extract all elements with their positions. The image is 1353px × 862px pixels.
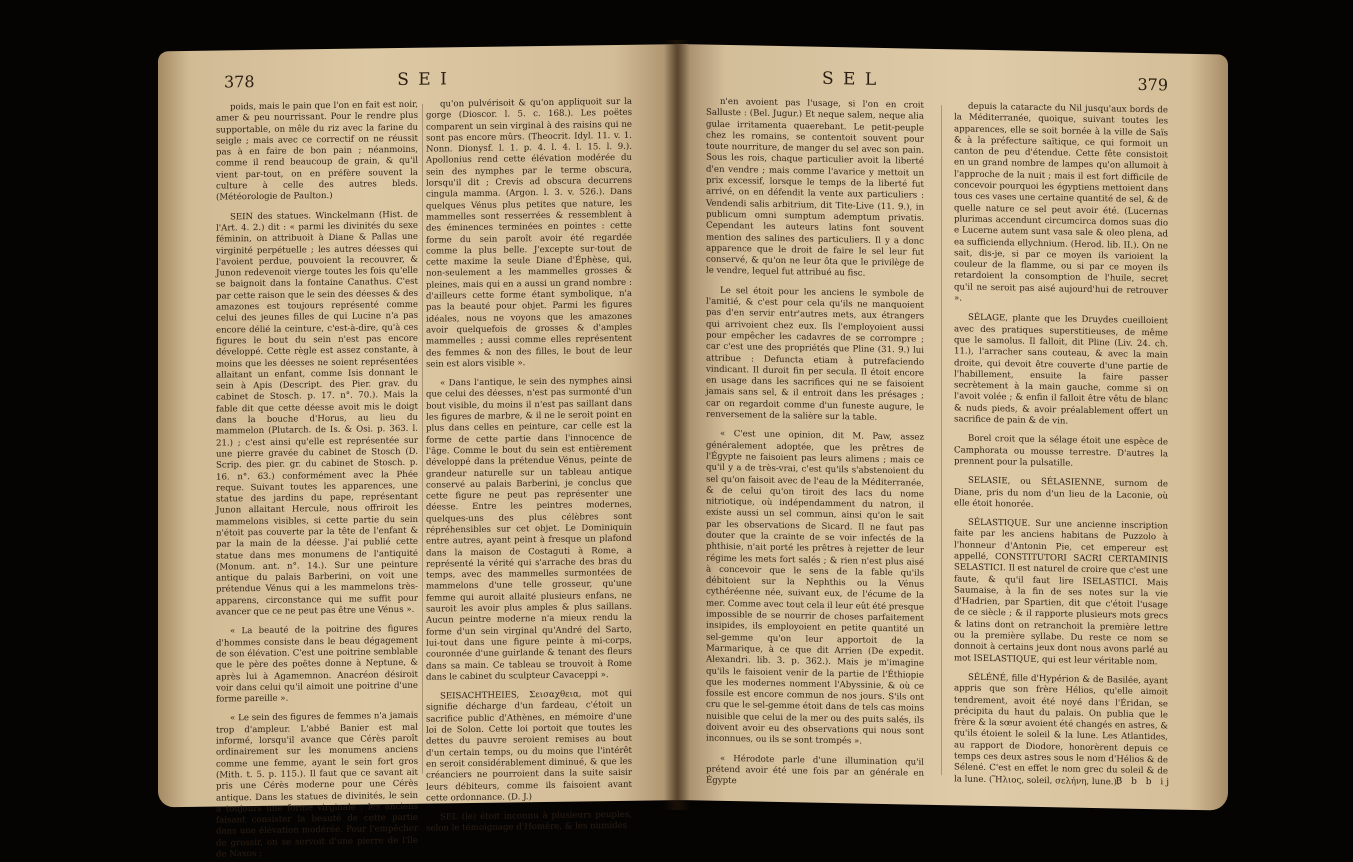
right-running-title: S E L [822,68,879,90]
right-column-rule [941,105,942,775]
paragraph: « Le sein des figures de femmes n'a jamais trop d'ampleur. L'abbé Banier est mal informé, lorsqu'il avance que Cérès paroît ordinairement sur les monumens anciens comme une femme, ayant le sein fort gros (Mith. t. 5. p. 115.). Il faut que ce savant ait pris une Cérès moderne pour une Cérès antique. Dans les statues de divinités, le sein a toujours une forme virginale ; les anciens faisant consister la beauté de cette partie dans une élévation modérée. Pour l'empêcher de grossir, on se servoit d'une pierre de l'île de Naxos ; [216,711,418,860]
right-running-head [676,66,1228,101]
paragraph: « Dans l'antique, le sein des nymphes ainsi que celui des déesses, n'est pas surmonté d'un bout visible, du moins il n'est pas saillant dans les figures de marbre, & il ne le seroit point en plus dans celles en peinture, car celle est la forme de cette partie dans l'innocence de l'âge. Comme le bout du sein est entièrement développé dans la prétendue Vénus, peinte de grandeur naturelle sur un tableau antique conservé au palais Barberini, je conclus que cette figure ne peut pas représenter une déesse. Entre les peintres modernes, quelques-uns des plus célèbres sont répréhensibles sur cet objet. Le Dominiquin entre autres, ayant peint à fresque un plafond dans la maison de Costaguti à Rome, a représenté la vérité qui s'arrache des bras du temps, avec des mammelles surmontées de mammelons d'une telle grosseur, qu'une femme qui auroit allaité plusieurs enfans, ne sauroit les avoir plus amples & plus saillans. Aucun peintre moderne n'a mieux rendu la forme d'un sein virginal qu'André del Sarto, lui-tout dans une figure peinte à mi-corps, couronnée d'une guirlande & tenant des fleurs dans sa main. Ce tableau se trouvoit à Rome dans le cabinet du sculpteur Cavaceppi ». [426,375,632,683]
paragraph: SÉLÉNÉ, fille d'Hypérion & de Basilée, ayant appris que son frère Hélios, qu'elle aimoit tendrement, avoit été noyé dans l'Éridan, se précipita du haut du palais. On publia que le frère & la sœur avoient été changés en astres, & qu'ils étoient le soleil & la lune. Les Atlantides, au rapport de Diodore, honorèrent depuis ce temps ces deux astres sous le nom d'Hélios & de Sélené. C'est en effet le nom grec du soleil & de la lune. (Ἥλιος, soleil, σελήνη, lune.). [954,672,1168,788]
signature-mark: B b b ij [1115,776,1172,788]
right-column-2 [954,101,1168,788]
paragraph: SEISACHTHEIES, Σεισαχθεια, mot qui signifie décharge d'un fardeau, c'étoit un sacrifice public d'Athènes, en mémoire d'une loi de Solon. Cette loi portoit que toutes les dettes du pauvre seroient remises au bout d'un certain temps, ou du moins que l'intérêt en seroit considérablement diminué, & que les créanciers ne pourroient dans la suite saisir leurs débiteurs, comme ils faisoient avant cette ordonnance. (D. J.) [426,688,632,804]
left-column-2 [426,96,632,835]
right-column-1 [706,96,925,787]
paragraph: n'en avoient pas l'usage, si l'on en croit Salluste : (Bel. Jugur.) Et neque salem, neque alia gulae irritamenta quaerebant. Le petit-peuple chez les romains, se contentoit souvent pour toute nourriture, de manger du sel avec son pain. Sous les rois, chaque particulier avoit la liberté d'en vendre ; mais comme l'avarice y mettoit un prix excessif, lorsque le temps de la liberté fut arrivé, on en défendit la vente aux particuliers : Vendendi salis arbitrium, dit Tite-Live (11. 9.), in publicum omni sumptum ademptum privatis. Cependant les auteurs latins font souvent mention des salines des particuliers. Il y a donc apparence que le droit de faire le sel leur fut conservé, & qu'on ne leur ôta que le privilège de le vendre, lequel fut attribué au fisc. [706,96,924,280]
right-page [676,44,1228,811]
left-running-head [158,66,688,97]
paragraph: depuis la cataracte du Nil jusqu'aux bords de la Méditerranée, quoique, suivant toutes les apparences, elle se soit bornée à la ville de Saïs & à la préfecture saïtique, ce qui formoit un canton de peu d'étendue. Cette fête consistoit en un grand nombre de lampes qu'on allumoit à l'approche de la nuit ; mais il est fort difficile de concevoir pourquoi les égyptiens mettoient dans tous ces vases une certaine quantité de sel, & de quelle nature ce sel peut avoir été. (Lucernas plurimas accendunt circumcirca domos suas dio e Lucerne autem sunt vasa sale & oleo plena, ad ea sufficienda ellychnium. (Herod. lib. II.). On ne sait, dis-je, si par ce moyen ils varioient la couleur de la flamme, ou si par ce moyen ils retardoient la consomption de l'huile, secret qu'il ne seroit pas aisé aujourd'hui de retrouver ». [954,101,1168,304]
paragraph: poids, mais le pain que l'on en fait est noir, amer & peu nourrissant. Pour le rendre plus supportable, on mêle du riz avec la farine du seigle ; mais avec ce correctif on ne réussit pas à en faire de bon pain ; néanmoins, comme il rend beaucoup de grain, & qu'il vient par-tout, on en préfère souvent la culture à celle des autres bleds. (Météorologie de Paulton.) [216,99,418,203]
left-column-1 [216,99,418,860]
paragraph: « La beauté de la poitrine des figures d'hommes consiste dans le beau dégagement de son élévation. C'est une poitrine semblable que le père des poëtes donne à Neptune, & après lui à Agamemnon. Anacréon désiroit voir dans celui qu'il aimoit une poitrine d'une forme pareille ». [216,624,418,705]
right-page-number: 379 [1137,74,1168,95]
left-page-number: 378 [224,72,255,92]
paragraph: Le sel étoit pour les anciens le symbole de l'amitié, & c'est pour cela qu'ils ne manquoient pas d'en servir entr'autres mets, aux étrangers qui arrivoient chez eux. Ils l'employoient aussi pour empêcher les cadavres de se corrompre ; car c'est une des propriétés que Pline (31. 9.) lui attribue : Defuncta etiam à putrefaciendo vindicant. Il duroit fin per secula. Il étoit encore en usage dans les sacrifices qui ne se faisoient jamais sans sel, & il entroit dans les présages ; car on regardoit comme d'un funeste augure, le renversement de la salière sur la table. [706,285,924,423]
paragraph: Borel croit que la sélage étoit une espèce de Camphorata ou mousse terrestre. D'autres la prennent pour la pulsatille. [954,433,1168,469]
left-running-title: S E I [397,69,449,91]
paragraph: qu'on pulvérisoit & qu'on appliquoit sur la gorge (Dioscor. l. 5. c. 168.). Les poëtes comparent un sein virginal à des raisins qui ne sont pas encore mûrs. (Theocrit. Idyl. 11. v. 1. Nonn. Dionysf. l. 1. p. 4. l. 4. l. 15. l. 9.). Apollonius rend cette élévation modérée du sein des nymphes par le terme obscura, lorsqu'il dit ; Crevis ad obscura decurrens cingula mamma. (Argon. l. 3. v. 526.). Dans quelques Vénus plus petites que nature, les mammelles sont resserrées & ressemblent à des éminences terminées en pointes : cette forme du sein paroît avoir été regardée comme la plus belle. J'excepte sur-tout de cette maxime la seule Diane d'Éphèse, qui, non-seulement a les mammelles grosses & pleines, mais qui en a aussi un grand nombre : d'ailleurs cette forme étant symbolique, n'a pas la beauté pour objet. Parmi les figures idéales, nous ne voyons que les amazones avoir quelquefois de grosses & d'amples mammelles ; aussi comme elles représentent des femmes & non des filles, le bout de leur sein est alors visible ». [426,96,632,370]
paragraph: SEIN des statues. Winckelmann (Hist. de l'Art. 4. 2.) dit : « parmi les divinités du sexe féminin, on attribuoit à Diane & Pallas une virginité perpétuelle ; les autres déesses qui l'avoient perdue, pouvoient la recouvrer, & Junon redevenoit vierge toutes les fois qu'elle se baignoit dans la fontaine Canathus. C'est par cette raison que le sein des déesses & des amazones est toujours représenté comme celui des jeunes filles de qui Lucine n'a pas encore délié la ceinture, c'est-à-dire, qu'à ces figures le bout du sein n'est pas encore développé. Cette règle est assez constante, à moins que les déesses ne soient représentées allaitant un enfant, comme Isis donnant le sein à Apis (Descript. des Pier. grav. du cabinet de Stosch. p. 17. n°. 70.). Mais la fable dit que cette déesse avoit mis le doigt dans la bouche d'Horus, au lieu du mammelon (Plutarch. de Is. & Osi. p. 363. l. 21.) ; c'est ainsi qu'elle est représentée sur une pierre gravée du cabinet de Stosch (D. Scrip. des pier. gr. du cabinet de Stosch. p. 16. n°. 63.) conformément avec la Phée reque. Suivant toutes les apparences, une statue des jardins du pape, représentant Junon allaitant Hercule, nous offriroit les mammelons visibles, si cette partie du sein n'étoit pas couverte par la tête de l'enfant & par la main de la déesse. J'ai publié cette statue dans mes monumens de l'antiquité (Monum. ant. n°. 14.). Sur une peinture antique du palais Barberini, on voit une prétendue Vénus qui a les mammelons très-apparens, circonstance qui me suffit pour avancer que ce ne peut pas être une Vénus ». [216,209,418,618]
paragraph: SELASIE, ou SÉLASIENNE, surnom de Diane, pris du nom d'un lieu de la Laconie, où elle étoit honorée. [954,475,1168,510]
paragraph: SÉLAGE, plante que les Druydes cueilloient avec des pratiques superstitieuses, de même que le samolus. Il falloit, dit Pline (Liv. 24. ch. 11.), l'arracher sans couteau, & avec la main droite, qui devoit être couverte d'une partie de l'habillement, ensuite la faire passer secrètement à la main gauche, comme si on l'avoit volée ; & enfin il falloit être vêtu de blanc & nuds pieds, & avoir préalablement offert un sacrifice de pain & de vin. [954,312,1168,427]
paragraph: « Hérodote parle d'une illumination qu'il prétend avoir été une fois par an générale en Égypte [706,753,924,787]
paragraph: SEL (le) étoit inconnu à plusieurs peuples, selon le témoignage d'Homère, & les numides [426,809,632,835]
left-page [158,44,688,860]
paragraph: SÉLASTIQUE. Sur une ancienne inscription faite par les anciens habitans de Puzzolo à l'honneur d'Antonin Pie, cet empereur est appellé, CONSTITUTORI SACRI CERTAMINIS SELASTICI. Il est naturel de croire que c'est une faute, & qu'il faut lire ISELASTICI. Mais Saumaise, à la fin de ses notes sur la vie d'Hadrien, par Spartien, dit que c'étoit l'usage de ce siècle ; & il rapporte plusieurs mots grecs & latins dont on retranchoit la première lettre ou la première syllabe. Du reste ce nom se donnoit à certains jeux dont nous avons parlé au mot ISELASTIQUE, qui est leur véritable nom. [954,517,1168,667]
left-column-rule [422,104,423,774]
paragraph: « C'est une opinion, dit M. Paw, assez généralement adoptée, que les prêtres de l'Égypte ne faisoient pas leurs alimens ; mais ce qu'il y a de très-vrai, c'est qu'ils s'abstenoient du sel qu'on faisoit avec de l'eau de la Méditerranée, & de celui qu'on tiroit des lacs du nome nitriotique, où indépendamment du natron, il existe aussi un sel commun, ainsi qu'on le sait par les observations de Sicard. Il ne faut pas douter que la crainte de se voir infectés de la phthisie, n'ait porté les prêtres à rejetter de leur régime les mets fort salés ; & rien n'est plus aisé à concevoir que le sens de la fable qu'ils débitoient sur la Nephthis ou la Vénus cythéréenne née, suivant eux, de l'écume de la mer. Comme avec tout cela il leur eût été presque impossible de se nourrir de choses parfaitement insipides, ils employoient en petite quantité un sel-gemme qu'on leur apportoit de la Marmarique, à ce que dit Arrien (De expedit. Alexandri. lib. 3. p. 362.). Mais je m'imagine qu'ils le faisoient venir de la partie de l'Éthiopie que les modernes nomment l'Abyssinie, & où ce fossile est encore commun de nos jours. S'ils ont cru que le sel-gemme étoit dans de tels cas moins nuisible que celui de la mer ou des puits salés, ils doivent avoir eu des observations qui nous sont inconnues, ou ils se sont trompés ». [706,429,925,747]
